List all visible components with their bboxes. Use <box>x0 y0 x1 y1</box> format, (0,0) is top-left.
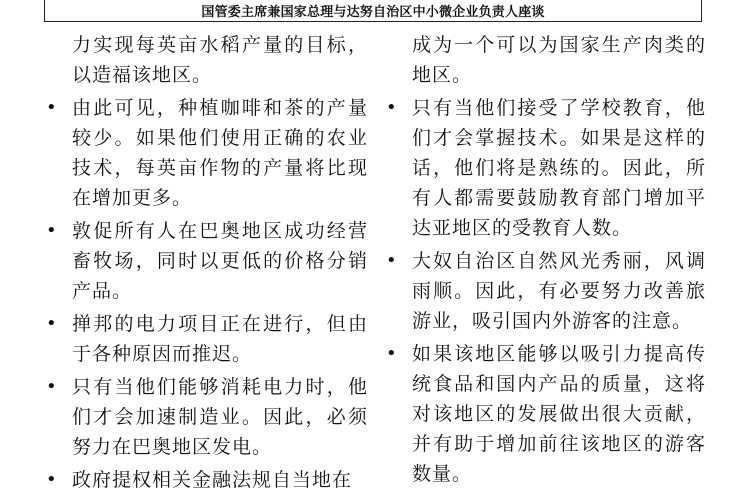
paragraph-text: 掸邦的电力项目正在进行，但由于各种原因而推迟。 <box>72 313 368 365</box>
list-item <box>386 93 706 243</box>
paragraph-text: 由此可见，种植咖啡和茶的产量较少。如果他们使用正确的农业技术，每英亩作物的产量将比现在增加更多。 <box>72 97 368 209</box>
list-item <box>46 465 368 495</box>
header-title: 国管委主席兼国家总理与达努自治区中小微企业负责人座谈 <box>201 4 545 20</box>
right-column <box>386 30 706 492</box>
list-item <box>46 30 368 90</box>
bullet-icon: • <box>46 376 58 397</box>
bullet-icon: • <box>46 97 58 118</box>
paragraph-text: 政府提权相关金融法规自当地在 <box>72 469 353 491</box>
paragraph-text: 力实现每英亩水稻产量的目标，以造福该地区。 <box>72 34 368 86</box>
paragraph-text: 敦促所有人在巴奥地区成功经营畜牧场，同时以更低的价格分销产品。 <box>72 220 368 302</box>
list-item <box>386 246 706 336</box>
paragraph-text: 成为一个可以为国家生产肉类的地区。 <box>412 34 706 86</box>
bullet-icon: • <box>46 469 58 490</box>
list-item <box>386 30 706 90</box>
list-item <box>386 339 706 489</box>
header-banner <box>44 0 702 22</box>
list-item <box>46 309 368 369</box>
paragraph-text: 大奴自治区自然风光秀丽，风调雨顺。因此，有必要努力改善旅游业，吸引国内外游客的注意。 <box>412 250 706 332</box>
paragraph-text: 只有当他们接受了学校教育，他们才会掌握技术。如果是这样的话，他们将是熟练的。因此，所有人都需要鼓励教育部门增加平达亚地区的受教育人数。 <box>412 97 706 239</box>
left-column <box>46 30 368 498</box>
bullet-icon: • <box>386 97 398 118</box>
paragraph-text: 如果该地区能够以吸引力提高传统食品和国内产品的质量，这将对该地区的发展做出很大贡献，并有助于增加前往该地区的游客数量。 <box>412 343 706 485</box>
bullet-icon: • <box>46 313 58 334</box>
list-item <box>46 93 368 213</box>
bullet-icon: • <box>46 220 58 241</box>
paragraph-text: 只有当他们能够消耗电力时，他们才会加速制造业。因此，必须努力在巴奥地区发电。 <box>72 376 368 458</box>
bullet-icon: • <box>386 250 398 271</box>
list-item <box>46 216 368 306</box>
bullet-icon: • <box>386 343 398 364</box>
list-item <box>46 372 368 462</box>
